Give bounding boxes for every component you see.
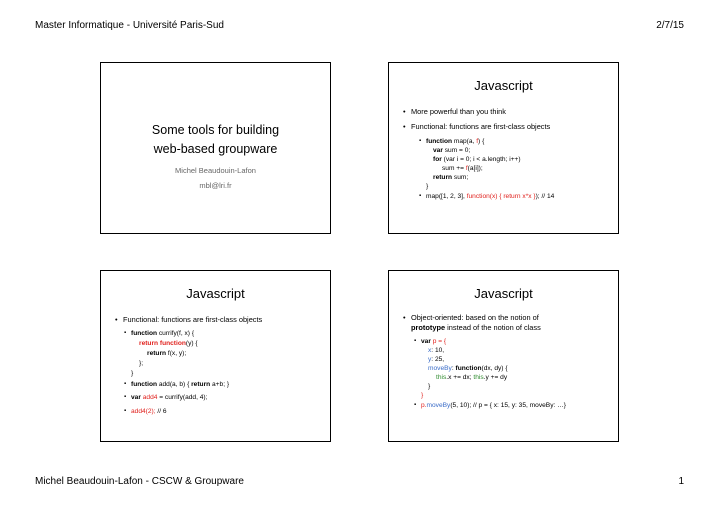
slide-title: Javascript (474, 78, 533, 93)
code-line: x: 10, (428, 347, 445, 354)
code-line: } (426, 183, 429, 190)
author-name: Michel Beaudouin-Lafon (175, 166, 256, 175)
slide-title: Javascript (474, 286, 533, 301)
author-block (101, 163, 330, 193)
presentation-title-line2: web-based groupware (153, 142, 278, 156)
page-header-left: Master Informatique - Université Paris-Sud (35, 20, 224, 31)
code-line: ▪ function map(a, f) { (426, 137, 484, 146)
code-line: return f(x, y); (147, 350, 187, 357)
code-line: } (421, 392, 424, 399)
code-line: ▪ map([1, 2, 3], function(x) { return x*x }); // 14 (426, 192, 554, 201)
slide-javascript-currify (100, 270, 331, 442)
page-number: 1 (678, 476, 684, 487)
code-line: ▪ p.moveBy(5, 10); // p = { x: 15, y: 35, moveBy: …} (421, 401, 566, 410)
presentation-title (101, 121, 330, 159)
bullet-continuation: prototype instead of the notion of class (411, 323, 541, 332)
code-line: ▪ add4(2); // 6 (131, 407, 167, 416)
code-line: ▪ var p = { (421, 337, 446, 346)
bullet: • Functional: functions are first-class objects (123, 315, 262, 325)
bullet: • More powerful than you think (411, 107, 506, 117)
code-line: }; (139, 360, 144, 367)
code-line: sum += f(a[i]); (442, 165, 483, 172)
slide-title: Javascript (186, 286, 245, 301)
slide-title-page (100, 62, 331, 234)
page-footer-left: Michel Beaudouin-Lafon - CSCW & Groupware (35, 476, 244, 487)
code-line: var sum = 0; (433, 147, 471, 154)
author-email: mbl@lri.fr (199, 181, 232, 190)
presentation-title-line1: Some tools for building (151, 123, 280, 137)
code-line: this.x += dx; this.y += dy (436, 374, 508, 381)
code-line: ▪ var add4 = currify(add, 4); (131, 393, 207, 402)
code-line: ▪ function currify(f, x) { (131, 329, 194, 338)
code-line: moveBy: function(dx, dy) { (428, 365, 508, 372)
code-line: ▪ function add(a, b) { return a+b; } (131, 380, 229, 389)
code-line: return function(y) { (139, 340, 198, 347)
code-line: return sum; (433, 174, 469, 181)
code-line: } (131, 370, 134, 377)
page-header-right: 2/7/15 (656, 20, 684, 31)
bullet: • Object-oriented: based on the notion of (411, 313, 539, 323)
bullet: • Functional: functions are first-class objects (411, 122, 550, 132)
slide-javascript-prototype (388, 270, 619, 442)
code-line: for (var i = 0; i < a.length; i++) (433, 156, 521, 163)
code-line: y: 25, (428, 356, 445, 363)
code-line: } (428, 383, 431, 390)
slide-javascript-functional (388, 62, 619, 234)
